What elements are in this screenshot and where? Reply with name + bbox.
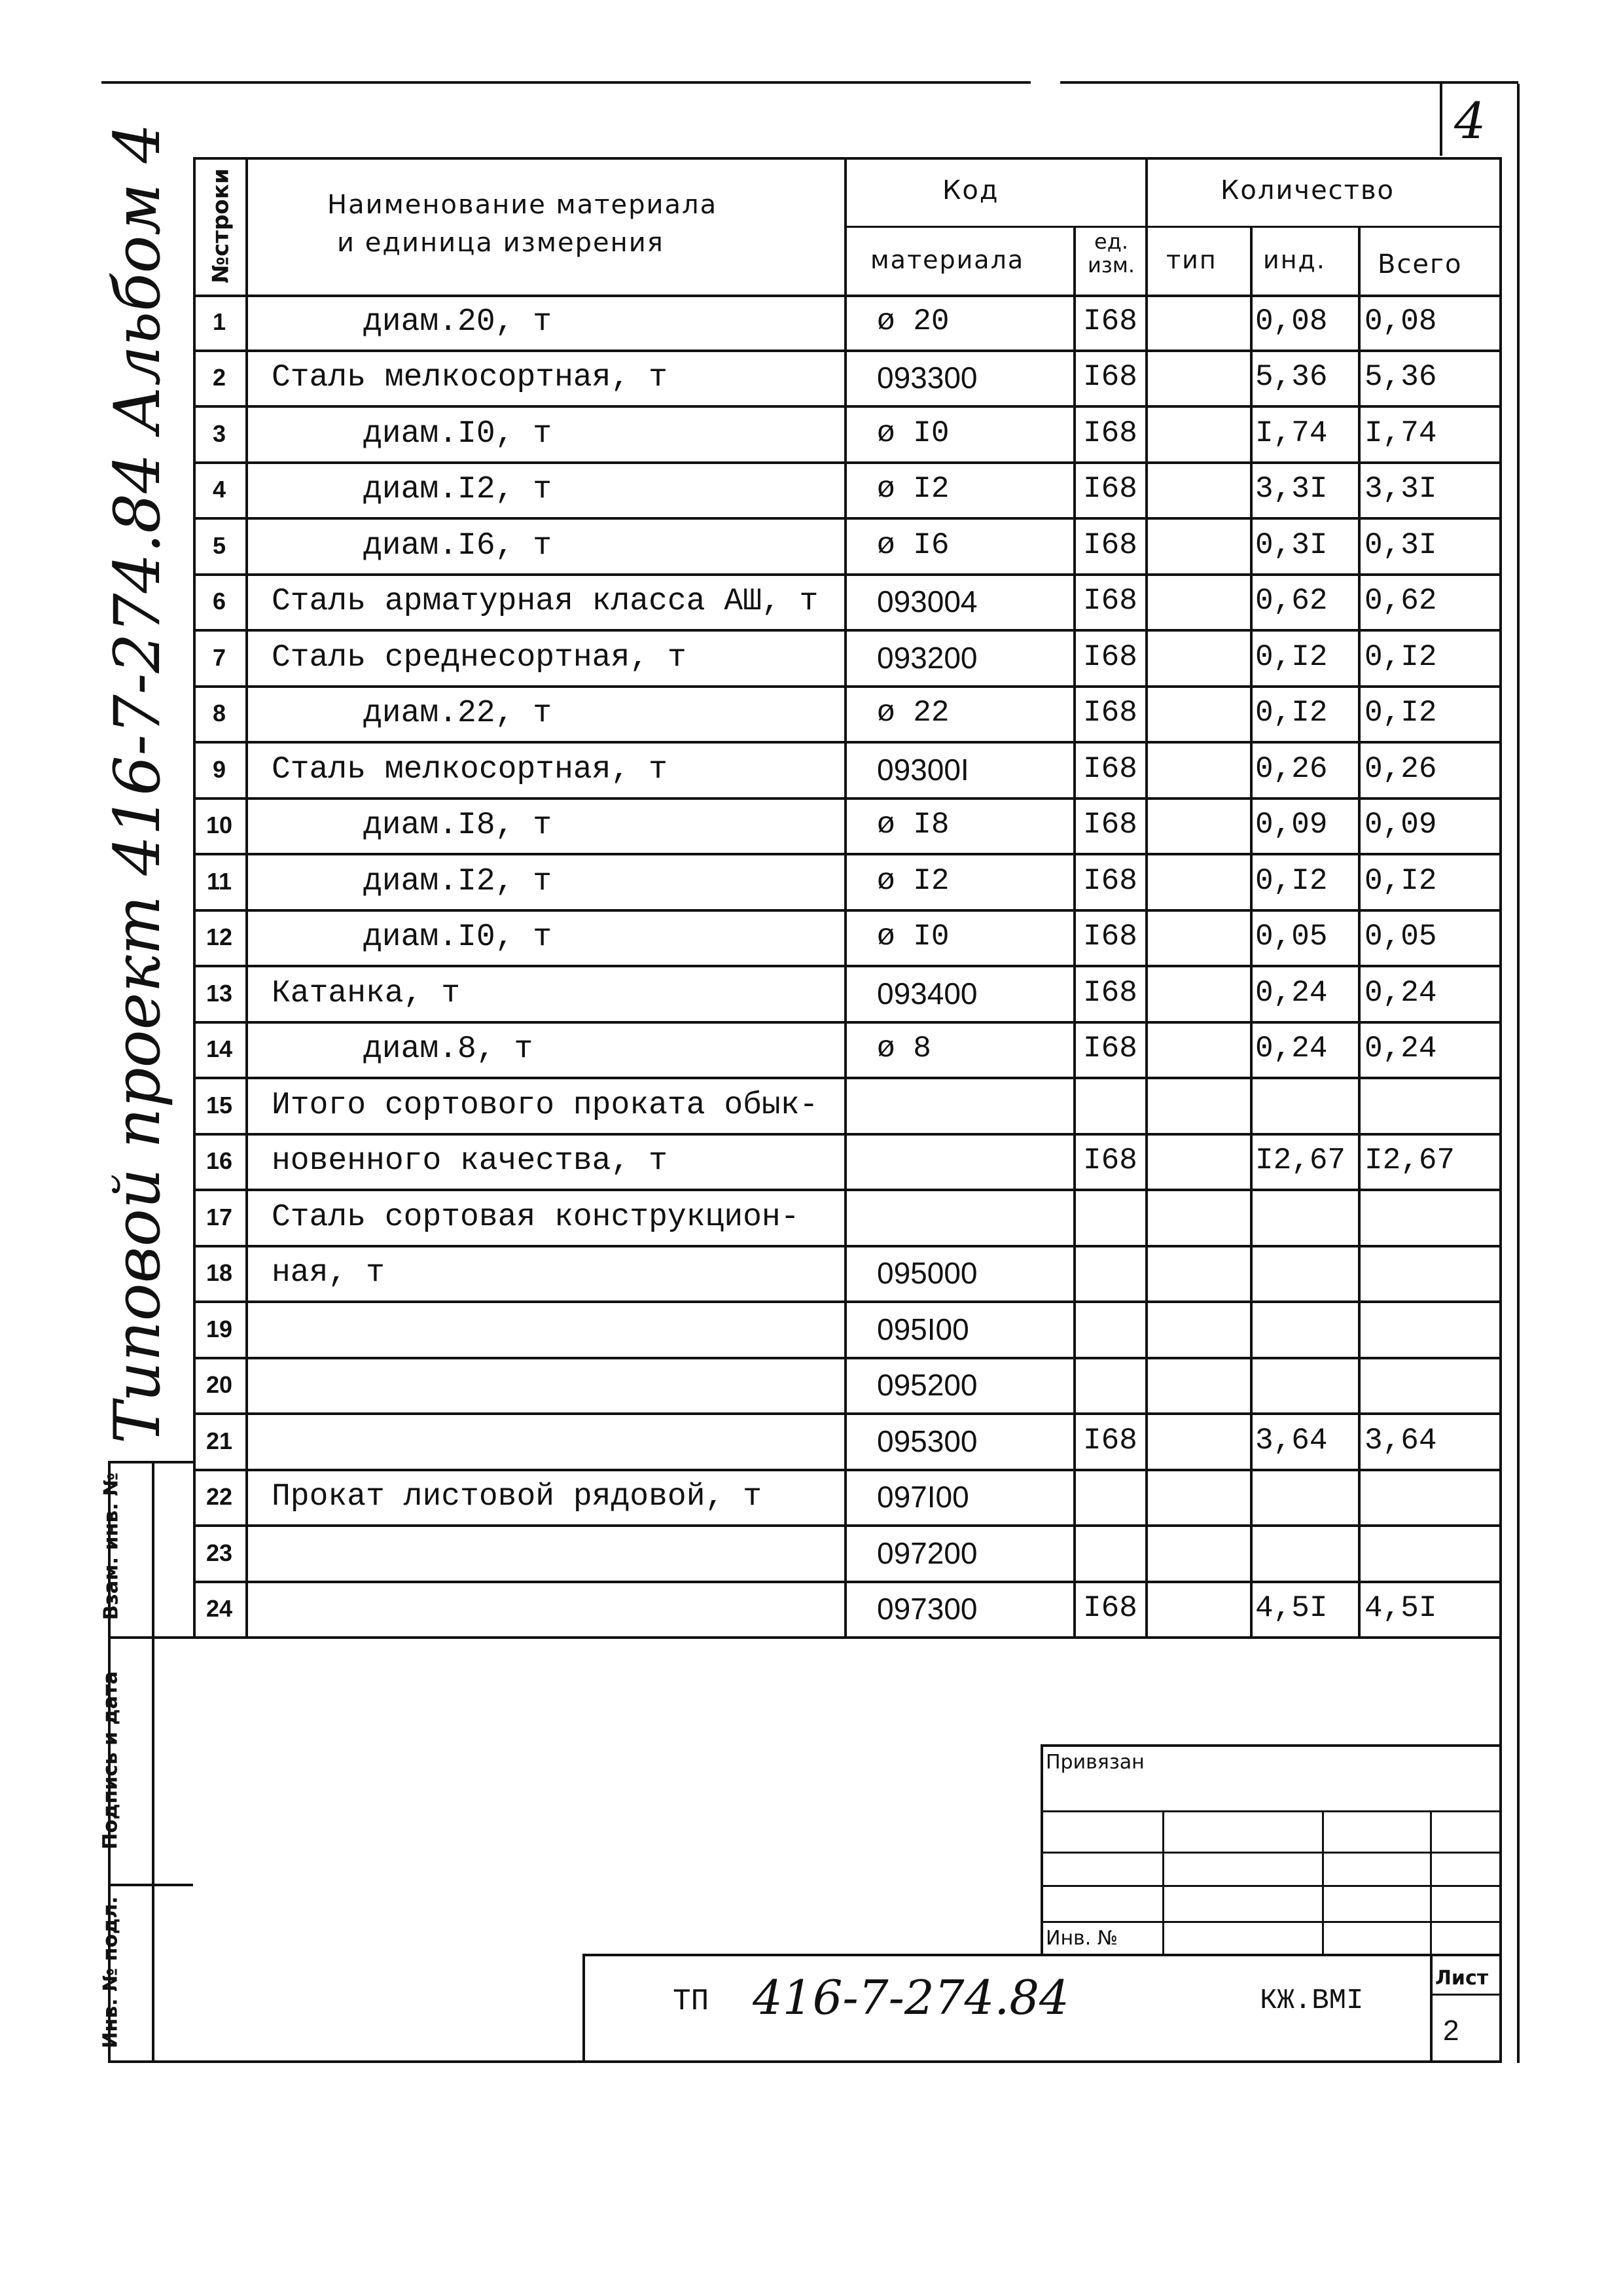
material-code: ø I2	[877, 863, 950, 898]
header-qty-type: тип	[1166, 245, 1217, 274]
header-code-unit: ед. изм.	[1087, 229, 1135, 278]
material-code: 095200	[877, 1368, 978, 1403]
material-code: ø 22	[877, 696, 950, 730]
material-name: ная, т	[272, 1255, 385, 1291]
unit-code: I68	[1083, 360, 1137, 395]
material-name: диам.I0, т	[363, 920, 552, 956]
qty-ind: 0,05	[1255, 920, 1328, 954]
qty-total: 3,64	[1364, 1423, 1437, 1458]
qty-total: 0,3I	[1364, 528, 1437, 562]
row-rule	[193, 1412, 1499, 1415]
row-number: 19	[205, 1315, 233, 1342]
inv-podl-label: Инв. № подл.	[99, 1896, 122, 2049]
unit-code: I68	[1083, 1591, 1137, 1626]
material-code: ø I2	[877, 472, 950, 507]
material-name: Сталь арматурная класса АШ, т	[272, 584, 819, 620]
row-rule	[193, 1357, 1499, 1359]
material-code: 093300	[877, 361, 978, 395]
header-row-no: №строки	[207, 168, 234, 283]
material-code: ø 8	[877, 1031, 931, 1066]
row-rule	[193, 1300, 1499, 1303]
row-number: 5	[212, 531, 226, 559]
col-rule	[1499, 157, 1502, 1638]
qty-ind: 0,24	[1255, 1031, 1328, 1066]
tp-label: ТП	[673, 1984, 709, 2018]
material-code: ø 20	[877, 304, 950, 338]
qty-ind: 0,26	[1255, 751, 1328, 786]
qty-total: 0,24	[1364, 975, 1437, 1010]
unit-code: I68	[1083, 416, 1137, 450]
qty-ind: 0,I2	[1255, 696, 1328, 730]
row-rule	[193, 350, 1499, 352]
material-name: Катанка, т	[272, 975, 461, 1011]
qty-total: 3,3I	[1364, 472, 1437, 507]
material-code: 095300	[877, 1424, 978, 1458]
material-name: диам.I6, т	[363, 528, 552, 564]
row-number: 12	[205, 924, 233, 951]
material-code: 097200	[877, 1535, 978, 1570]
unit-code: I68	[1083, 584, 1137, 619]
row-rule	[193, 965, 1499, 967]
header-code: Код	[942, 175, 999, 206]
row-number: 6	[212, 588, 226, 615]
row-number: 16	[205, 1147, 233, 1175]
material-code: 095I00	[877, 1312, 969, 1346]
unit-code: I68	[1083, 696, 1137, 730]
row-rule	[193, 685, 1499, 688]
qty-ind: 4,5I	[1255, 1591, 1328, 1626]
row-rule	[193, 853, 1499, 855]
material-code: 093200	[877, 640, 978, 675]
material-name: Сталь сортовая конструкцион-	[272, 1199, 800, 1235]
row-number: 24	[205, 1595, 233, 1623]
col-rule	[1073, 226, 1076, 1638]
qty-total: 0,I2	[1364, 696, 1437, 730]
qty-total: 0,08	[1364, 304, 1437, 338]
unit-code: I68	[1083, 472, 1137, 507]
sheet-right-border	[1517, 156, 1520, 2063]
unit-code: I68	[1083, 920, 1137, 954]
qty-ind: 0,I2	[1255, 639, 1328, 674]
row-rule	[193, 405, 1499, 408]
row-number: 3	[212, 420, 226, 447]
doc-code: КЖ.ВМI	[1260, 1984, 1364, 2017]
qty-ind: 0,24	[1255, 975, 1328, 1010]
qty-total: 0,05	[1364, 920, 1437, 954]
material-code: ø I0	[877, 920, 950, 954]
material-name: Сталь мелкосортная, т	[272, 751, 668, 787]
row-number: 20	[205, 1371, 233, 1399]
material-name: новенного качества, т	[272, 1143, 668, 1179]
material-code: ø I8	[877, 808, 950, 842]
unit-code: I68	[1083, 975, 1137, 1010]
material-code: 09300I	[877, 752, 969, 787]
row-number: 18	[205, 1259, 233, 1287]
material-name: Сталь мелкосортная, т	[272, 360, 668, 396]
row-rule	[193, 573, 1499, 576]
qty-total: 0,24	[1364, 1031, 1437, 1066]
qty-total: I2,67	[1364, 1143, 1455, 1178]
sheet-label: Лист	[1435, 1967, 1489, 1990]
row-number: 7	[212, 643, 226, 671]
qty-total: 0,26	[1364, 751, 1437, 786]
col-rule	[1250, 226, 1253, 1638]
material-name: Прокат листовой рядовой, т	[272, 1479, 762, 1515]
material-name: диам.8, т	[363, 1031, 533, 1067]
row-number: 23	[205, 1539, 233, 1566]
row-rule	[193, 909, 1499, 912]
sign-date-label: Подпись и дата	[99, 1671, 122, 1850]
row-number: 4	[212, 476, 226, 503]
row-rule	[193, 1133, 1499, 1136]
unit-code: I68	[1083, 863, 1137, 898]
qty-total: I,74	[1364, 416, 1437, 450]
qty-total: 0,09	[1364, 808, 1437, 842]
row-rule	[193, 1021, 1499, 1024]
qty-ind: 0,08	[1255, 304, 1328, 338]
header-name: Наименование материала	[327, 190, 718, 220]
row-number: 9	[212, 755, 226, 783]
unit-code: I68	[1083, 808, 1137, 842]
qty-ind: 3,64	[1255, 1423, 1328, 1458]
unit-code: I68	[1083, 1143, 1137, 1178]
row-number: 13	[205, 979, 233, 1007]
row-rule	[193, 517, 1499, 520]
row-number: 14	[205, 1035, 233, 1063]
qty-ind: 5,36	[1255, 360, 1328, 395]
row-rule	[193, 1189, 1499, 1191]
row-rule	[193, 1077, 1499, 1079]
col-rule	[844, 157, 847, 1638]
col-rule	[1358, 226, 1361, 1638]
row-number: 21	[205, 1427, 233, 1454]
row-number: 15	[205, 1091, 233, 1119]
header-qty-total: Всего	[1378, 249, 1463, 279]
row-rule	[193, 1581, 1499, 1583]
qty-ind: I,74	[1255, 416, 1328, 450]
material-name: Сталь среднесортная, т	[272, 639, 687, 675]
row-rule	[193, 629, 1499, 632]
material-name: диам.I8, т	[363, 808, 552, 844]
col-rule	[245, 157, 248, 1638]
qty-ind: I2,67	[1255, 1143, 1346, 1178]
material-code: ø I0	[877, 416, 950, 450]
qty-total: 0,62	[1364, 584, 1437, 619]
row-number: 1	[212, 308, 226, 335]
privyazan-label: Привязан	[1046, 1751, 1145, 1774]
row-number: 17	[205, 1203, 233, 1230]
row-number: 8	[212, 700, 226, 727]
qty-ind: 0,I2	[1255, 863, 1328, 898]
material-code: 097300	[877, 1592, 978, 1626]
header-code-material: материала	[870, 245, 1025, 274]
header-name-unit: и единица измерения	[337, 228, 664, 258]
side-note: Типовой проект 416-7-274.84 Альбом 4	[101, 123, 174, 1444]
material-code: 093004	[877, 584, 978, 619]
row-rule	[193, 461, 1499, 464]
unit-code: I68	[1083, 528, 1137, 562]
row-rule	[193, 1469, 1499, 1471]
inv-vzam-label: Взам. инв. №	[99, 1472, 123, 1621]
material-code: 095000	[877, 1256, 978, 1291]
qty-ind: 3,3I	[1255, 472, 1328, 507]
qty-total: 4,5I	[1364, 1591, 1437, 1626]
row-number: 2	[212, 364, 226, 391]
col-rule	[1145, 157, 1148, 1638]
header-qty: Количество	[1221, 175, 1395, 206]
qty-total: 5,36	[1364, 360, 1437, 395]
material-name: диам.I2, т	[363, 472, 552, 508]
header-qty-ind: инд.	[1263, 245, 1326, 274]
material-code: 097I00	[877, 1480, 969, 1515]
material-name: диам.I0, т	[363, 416, 552, 452]
row-rule	[193, 741, 1499, 744]
row-rule	[193, 1524, 1499, 1527]
header-mid-rule	[844, 226, 1499, 228]
row-rule	[193, 797, 1499, 800]
sheet-number: 2	[1443, 2015, 1459, 2047]
unit-code: I68	[1083, 1423, 1137, 1458]
qty-ind: 0,62	[1255, 584, 1328, 619]
qty-total: 0,I2	[1364, 863, 1437, 898]
unit-code: I68	[1083, 639, 1137, 674]
material-name: диам.20, т	[363, 304, 552, 340]
unit-code: I68	[1083, 1031, 1137, 1066]
unit-code: I68	[1083, 304, 1137, 338]
row-number: 11	[206, 867, 232, 895]
row-rule	[193, 1245, 1499, 1247]
material-code: ø I6	[877, 528, 950, 562]
material-name: диам.22, т	[363, 696, 552, 732]
qty-ind: 0,3I	[1255, 528, 1328, 562]
qty-total: 0,I2	[1364, 639, 1437, 674]
material-name: диам.I2, т	[363, 863, 552, 899]
qty-ind: 0,09	[1255, 808, 1328, 842]
material-code: 093400	[877, 976, 978, 1011]
inv-no-label: Инв. №	[1046, 1927, 1118, 1950]
row-number: 10	[205, 812, 233, 839]
project-number: 416-7-274.84	[753, 1970, 1069, 2025]
row-number: 22	[205, 1483, 233, 1511]
material-name: Итого сортового проката обык-	[272, 1087, 819, 1123]
unit-code: I68	[1083, 751, 1137, 786]
page-number: 4	[1454, 92, 1486, 150]
